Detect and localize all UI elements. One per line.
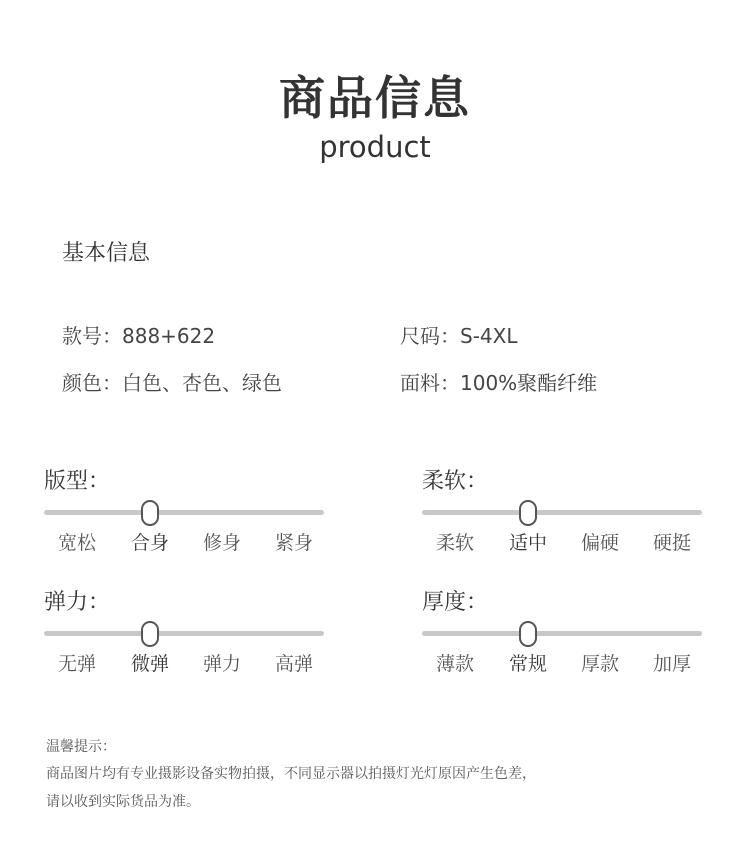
scale-option: 柔软 [435, 532, 474, 554]
softness-scale [422, 464, 704, 574]
scale-track [44, 510, 324, 515]
scale-option: 厚款 [580, 653, 619, 675]
scale-label: 版型： [44, 469, 111, 494]
tips-line-1: 商品图片均有专业摄影设备实物拍摄，不同显示器以拍摄灯光灯原因产生色差， [46, 766, 536, 782]
page-subtitle: product [319, 130, 431, 164]
scale-knob[interactable] [141, 500, 159, 526]
scale-option: 硬挺 [652, 532, 691, 554]
scale-option: 高弹 [274, 653, 313, 675]
scale-option: 修身 [202, 532, 241, 554]
tips-heading: 温馨提示： [46, 739, 116, 755]
color-options: 颜色：白色、杏色、绿色 [62, 371, 282, 395]
scale-option: 紧身 [274, 532, 313, 554]
scale-option: 微弹 [130, 653, 169, 675]
basic-info-heading: 基本信息 [62, 241, 151, 266]
scale-option: 适中 [508, 532, 547, 554]
thickness-scale [422, 585, 704, 695]
fit-scale [44, 464, 326, 574]
scale-option: 无弹 [57, 653, 96, 675]
scale-knob[interactable] [519, 500, 537, 526]
tips-line-2: 请以收到实际货品为准。 [46, 794, 200, 810]
scale-track [422, 631, 702, 636]
scale-option: 弹力 [202, 653, 241, 675]
scale-track [422, 510, 702, 515]
scale-label: 柔软： [422, 469, 489, 494]
scale-label: 弹力： [44, 590, 111, 615]
scale-option: 偏硬 [580, 532, 619, 554]
scale-knob[interactable] [519, 621, 537, 647]
scale-option: 常规 [508, 653, 547, 675]
style-number: 款号：888+622 [62, 324, 216, 348]
scale-option: 合身 [130, 532, 169, 554]
page-title: 商品信息 [279, 71, 471, 125]
scale-label: 厚度： [422, 590, 489, 615]
scale-option: 宽松 [57, 532, 96, 554]
scale-knob[interactable] [141, 621, 159, 647]
scale-option: 加厚 [652, 653, 691, 675]
fabric-composition: 面料：100%聚酯纤维 [400, 371, 598, 395]
size-range: 尺码：S-4XL [400, 324, 518, 348]
elasticity-scale [44, 585, 326, 695]
scale-track [44, 631, 324, 636]
scale-option: 薄款 [435, 653, 474, 675]
